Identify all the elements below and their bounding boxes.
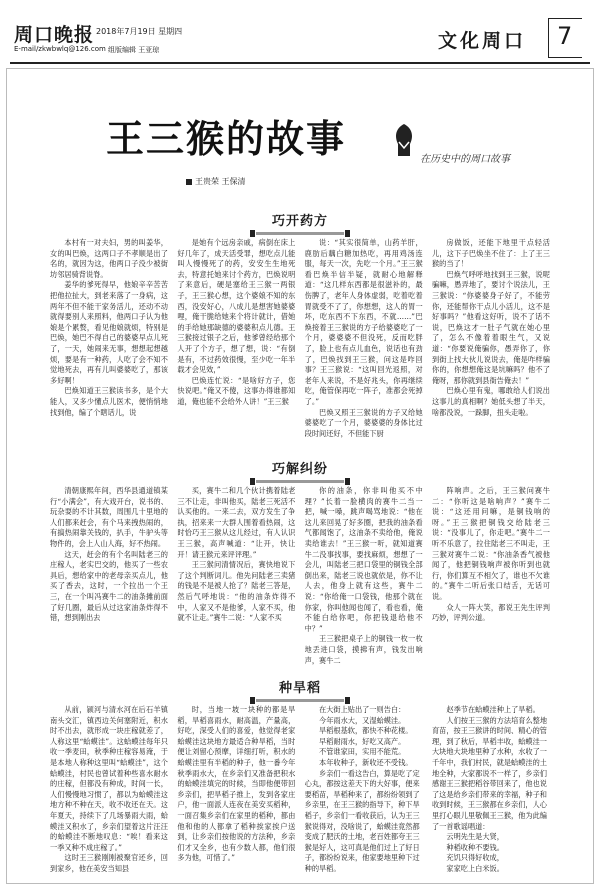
paragraph: 时，当地一坡一块种的都是旱稻，旱稻喜雨水，耐高温，产量高，好吃，深受人们的喜爱，他觉得老家蛤蟆洼这块地方最适合种旱稻，当时便让刘留心预摩，详细打听，积水的蛤蟆洼里有半稻的种子，他一番今年秋季雨水大，在乡亲们又准备把积水的蛤蟆洼填完的时候，当即他便带回乡亲们，把旱稻子推上，发到各家庄户，他一面派人连夜在美安买稻种，一面召集乡亲们在家里的稻种，都由他和他的人都拿了稻种挨家挨户送到，让乡亲们按他说的方法种，乡亲们才又全乡，也有少数人都，他们很多为他，可惜了。” — [177, 705, 296, 863]
verse-line: 种稻收种不要钱。 — [446, 842, 504, 852]
heading-underline — [256, 232, 344, 235]
contact-email: E-mail/zkwbwlq@126.com — [14, 45, 106, 53]
notice-line: 早稻耐雨水，好吃又高产。 — [319, 736, 406, 746]
column-2 — [177, 238, 295, 448]
paragraph: 本村有一对夫妇，男的叫姜华，女的叫巴焕，这两口子不孝顺是出了名的，就因为这，他两口子没少被街坊邻居骑背说脊。 — [50, 238, 168, 279]
section-heading-2 — [250, 458, 350, 477]
masthead — [0, 0, 600, 64]
article-headline: 王三猴的故事 — [106, 116, 347, 161]
book-icon — [390, 122, 418, 158]
paragraph: 巴焕心里有鬼，哪敢给人们说出这事儿的真相啊？她低头想了半天，啥都没说，一跺脚，扭头走啦。 — [431, 386, 550, 417]
column-2 — [177, 486, 295, 666]
column-3 — [305, 238, 423, 448]
verse-line: 家家吃上白米饭。 — [446, 863, 504, 873]
byline-authors: 王贵荣 王保清 — [195, 177, 246, 186]
notice-line: 旱稻根基软，都快不种花楼。 — [319, 726, 413, 736]
page-number: 7 — [557, 22, 573, 50]
paragraph: 你的油条，你非叫他买不中理？”长着一脸横肉的赛牛二当一把，喊一嗓，跳声喝骂地说：“他在这儿来回晃了好多圈，把我的油条看气都闻饱了，这油条不卖给他，俺说卖给谁去！”王三猴一听，就知道赛牛二没事找事，要找麻烦，想想了一会儿，叫陆老三把口袋里的铜钱全部倒出来，陆老三说也就依是，你不让人去，他身上就有这些，赛牛二说：“你给俺一口袋钱，他那个就在你家，你叫他闻也闻了，看也看，俺不能白给你吧，你把钱退给他不中？” — [304, 486, 423, 633]
verse-line: 充饥只得好收成， — [446, 853, 504, 863]
paragraph: 阵响声。之后，王三猴问赛牛二：“你听这是啥响声？”赛牛二说：“这还用问嘛，是铜钱响的呀。”王三猴把铜钱交给陆老三说：“没事儿了，你走吧。”赛牛二一听不乐意了，拉住陆老三不叫走，王三猴对赛牛二说：“你油条香气被他闻了，他把铜钱响声被你听到也就行，你们算互不相欠了，谁也不欠谁的。”赛牛二听后张口结舌，无话可说。 — [431, 486, 550, 601]
paragraph: 巴焕知道王三猴读书多，是个大能人，又多少懂点儿医术，便悄悄地找到他，编了个瞎话儿，说 — [50, 386, 168, 417]
section-3-columns — [50, 705, 550, 877]
masthead-rule — [10, 62, 590, 64]
paragraph: 房做饭，还能下地里干点轻活儿，这下子巴焕坐不住了：上了王三猴的当了！ — [431, 238, 550, 269]
column-1 — [50, 705, 168, 877]
paragraph: 从前，颍河与清水河在后石羊镇南头交汇，镇西边关何塞附近，积水时不出去，就形成一块庄稼就差了，人称这里“蛤蟆洼”。这蛤蟆洼每年只收一季麦田，秋季种庄稼容易淹，于是本地人称种这里叫“蛤蟆洼”，这个蛤蟆洼，村民也曾试着种些喜水耐水的庄稼，但都没有种成，时间一长，人们慢慢地习惯了，都以为蛤蟆洼这地方种不种在天，收不收还在天。这年夏天，持续下了几场暴雨大雨，蛤蟆洼又积水了，乡亲们望着这片汪汪的蛤蟆洼不断地叹息：“唉！看来这一季又种不成庄稼了。” — [50, 705, 168, 852]
paragraph: 巴焕气呼呼地找到王三猴，说呢骗嘛，愚弄地了，要讨个说法儿，王三猴说：“你婆婆身子好了，不能劳你，还能帮你干点儿小活儿，这不是好事吗？”他看这好听，说不了话不说，巴焕这才一肚子气就在她心里了，怎么不像着着眼生气，又说道：“你要说俺骗你，愚弄你了，你到街上找大伙儿说说去，俺是咋样骗你的，你想想俺这是坑嘛吗？他不了俺呀，那你就到县衙告俺去！” — [431, 269, 550, 385]
notice-line: 本年收种子，新收还不受钱。 — [319, 757, 413, 767]
paragraph: 买，赛牛二和几个伙计携着陆老三不让走，非叫他买，陆老三死活不认买他的。一来二去，双方发生了争执，招来来一大群人围着看热闹，这时恰巧王三猴从这儿经过，有人认识王三猴，高声喊道：“让开，快让开！请王猴元来评评理。” — [177, 486, 296, 559]
column-3 — [305, 705, 423, 877]
paragraph: 众人一阵大笑，都说王先生评判巧妙，评判公道。 — [431, 602, 550, 623]
heading-underline — [256, 699, 344, 702]
column-4 — [432, 486, 550, 666]
column-4 — [432, 238, 550, 448]
heading-cap-left — [250, 230, 255, 237]
heading-underline — [256, 480, 344, 483]
paragraph: 乡亲们一看这告白，算是吃了定心丸，都按这差天下的大好事，便来要稻苗，旱稻种来了，都纷纷领到了乡亲里，在王三猴的指导下，种下旱稻子，乡亲们一看收获后，认为王三猴说得对，没啥说了，蛤蟆洼竟然都变成了肥沃的土地，老百姓都夸王三猴是好人，这可真是他们过上了好日子，都纷纷说来，他家要地里种下过种的旱稻。 — [304, 768, 420, 873]
section-1-columns — [50, 238, 550, 448]
column-3 — [305, 486, 423, 666]
paragraph: 人们按王三猴的方法培育么整地育苗，按王三猴讲的时间、精心的管理，到了秋后，旱稻丰收，蛤蟆洼一大块地大块地里种了水种，水收了一千年中，我们村民，就是蛤蟆洼的土地全种，大家都说不一样了，乡亲们感谢王三猴把稻谷带回来了，他也说了这是给乡亲们带来的幸福，种子和收到时候，王三猴都在乡亲们，人心里打心眼儿里敬佩王三猴，他为此编了一首歌谣唱道： — [431, 715, 548, 831]
section-heading-text: 种旱稻 — [278, 681, 321, 696]
heading-cap-right — [345, 230, 350, 237]
paragraph: 是她有个远房亲戚，病倒在床上好几年了，成天活受罪，想吃点儿能叫人慢慢死了的药，安安生生地死去，特意托她来讨个药方，巴焕说明了来意后，硬是塞给王三猴一两银子，王三猴心想，这个婆娘不知的东西，没安好心，八成儿是想害她婆婆哩，俺干脆给她来个将计就计，借她的手给她那缺德的婆婆积点儿德。王三猴接过银子之后，他爹曾经给那个人开了个方子，想了想，说：“有倒是有，不过药效很慢，至少吃一年半载才会见效，” — [177, 238, 296, 375]
paragraph: 王三猴把桌子上的铜钱一枚一枚地丢进口袋，摸拂有声，钱发出响声，赛牛二 — [304, 634, 423, 665]
byline — [186, 176, 246, 187]
paragraph: 这时王三猴刚刚被聚官还乡，回到家乡，他在美安当知县 — [50, 853, 168, 873]
paragraph: 王三猴问清情况后，赛快地说下了这个判断词儿。他先问陆老三卖猪的钱是不是被人抢了？陆老三答是，然后气呼地说：“他的油条炸得不中，人家又不是他爹，人家不买，他就不让走。”赛牛二说：“人家不买 — [177, 560, 296, 623]
column-4 — [432, 705, 550, 877]
notice-line: 不管谁家田，实用不能荒。 — [319, 747, 406, 757]
layout-editor: 组版编辑 王亚琼 — [108, 46, 160, 54]
heading-cap-right — [345, 478, 350, 485]
section-heading-3 — [250, 677, 350, 696]
column-1 — [50, 238, 168, 448]
heading-cap-left — [250, 478, 255, 485]
paragraph: 姜华的爹死得早，他娘辛辛苦苦把他拉扯大，到老来落了一身病，这两年不但不能干家务活儿，还动不动就得要别人来照料，他两口子认为他娘是个累赘，看见他娘就烦，特别是巴焕，她巴不得自己的婆婆早点儿死了，一天，她闹来无事，想想起想越烦，要是有一种药，人吃了会不知不觉地死去，再有儿叫婆婆吃了，那该多好啊！ — [50, 280, 168, 385]
column-1 — [50, 486, 168, 666]
notice-line: 今年雨水大，又湿蛤蟆洼。 — [319, 715, 406, 725]
text-line: 在大街上贴出了一则告白： — [319, 705, 406, 714]
section-title: 文化周口 — [438, 30, 527, 52]
text-line: 赵季节在蛤蟆洼种上了旱稻。 — [446, 705, 540, 714]
section-heading-text: 巧开药方 — [271, 214, 328, 229]
heading-cap-right — [345, 697, 350, 704]
column-2 — [177, 705, 295, 877]
paragraph: 说：“其实很简单，山药羊肝，鹿肪后藕白糖加热吃，再用鸡汤连服，每天一次，先吃一个月。”王三猴看巴焕半信半疑，就耐心地解释道：“这几样东西都是很滋补的，最伤脾了，老年人身体虚弱，吃着吃着胃就受不了了，你想想，这人的胃一坏，吃东西不下东西，不就……”巴焕接着王三猴说的方子给婆婆吃了一个月，婆婆婆不但没死，反而吃胖了，脸上也有点儿血色，说话也有劲了，巴焕找到王三猴，问这是咋回事？王三猴说：“这叫回光返照，对老年人来说，不是好兆头，你再继续吃，俺管保再吃一阵子，准都会死掉了。” — [304, 238, 423, 406]
section-heading-1 — [250, 210, 350, 229]
verse-line: 云明先生是大贤， — [446, 832, 504, 842]
issue-date: 2018年7月19日 星期四 — [96, 27, 183, 36]
newspaper-logo: 周口晚报 — [14, 24, 95, 46]
paragraph: 巴焕又照王三猴说的方子又给她婆婆吃了一个月，婆婆婆的身体比过段时间还好，不但能下厨 — [304, 407, 423, 438]
section-2-columns — [50, 486, 550, 666]
byline-marker — [186, 179, 192, 185]
paragraph: 这天，赶会的有个名叫陆老三的庄稼人，老实巴交的，他买了一些农具后，想给家中的老母亲买点儿，他买了香去，这时，一个拉出一个王三，在一个叫冯赛牛二的油条摊前面了好几圈，最后从过这家油条炸得不错，想到刚出去 — [50, 549, 168, 623]
heading-cap-left — [250, 697, 255, 704]
paragraph: 巴焕连忙说：“是啥好方子，您快说吧。”俺又不傻，这事办得谁都知道，俺也能不会给外人讲！”王三猴 — [177, 375, 296, 406]
paragraph: 清朝康熙年间，西华县通道镇某行“小满会”，有大戏开台，说书的、玩杂耍的不计其数，周围几十里地的人们都来赶会，有个马来拽热闹的，有搞热闹靠关钱的，扒手，牛驴头等物件的，会上人山人海，好不热闹。 — [50, 486, 168, 548]
series-label: 在历史中的周口故事 — [420, 154, 510, 165]
section-heading-text: 巧解纠纷 — [271, 462, 328, 477]
